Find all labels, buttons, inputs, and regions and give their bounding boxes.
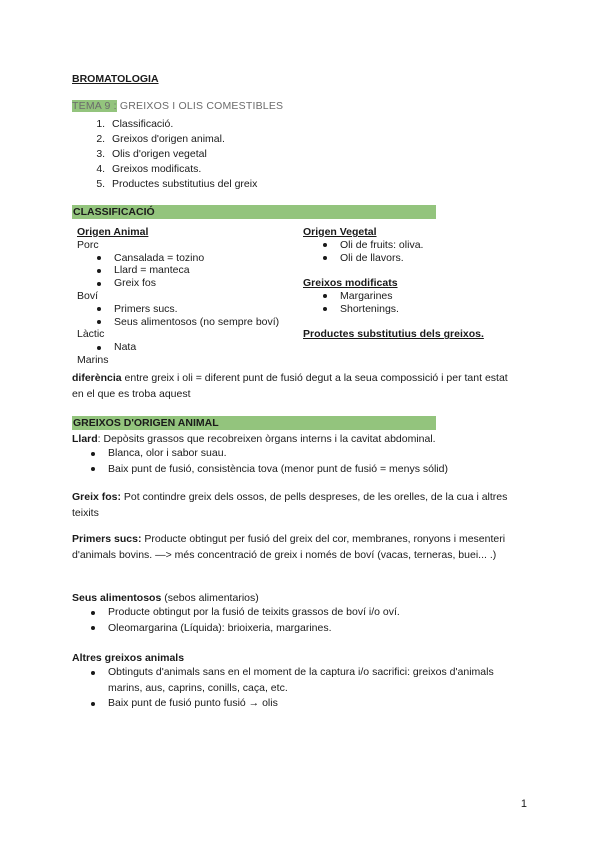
bovi-list — [77, 303, 307, 329]
bullet-icon — [91, 626, 95, 630]
greix-fos-paragraph: Greix fos: Pot contindre greix dels ossos, de pells despreses, de les orelles, de la cua i altres teixits — [72, 491, 508, 519]
bullet-icon — [91, 702, 95, 706]
bullet-icon — [97, 346, 101, 350]
tema-heading — [72, 99, 283, 114]
seus-list — [72, 605, 512, 636]
list-item: Blanca, olor i sabor suau. — [72, 446, 512, 462]
list-item: 4. Greixos modificats. — [108, 162, 257, 177]
intro-list — [72, 117, 257, 192]
tema-title: GREIXOS I OLIS COMESTIBLES — [116, 100, 284, 112]
lactic-label: Làctic — [77, 328, 105, 341]
origen-animal-column — [77, 226, 307, 367]
altres-list — [72, 665, 522, 712]
bullet-icon — [91, 452, 95, 456]
list-item: Oli de fruits: oliva. — [303, 239, 523, 252]
list-item: 3. Olis d'origen vegetal — [108, 147, 257, 162]
list-item: Baix punt de fusió punto fusió → olis — [72, 696, 522, 712]
altres-greixos-label: Altres greixos animals — [72, 652, 185, 664]
modificats-list — [303, 290, 523, 316]
list-item: Primers sucs. — [77, 303, 307, 316]
diferencia-paragraph: diferència entre greix i oli = diferent punt de fusió degut a la seua compossició i per tant estat en el que es troba aquest — [72, 372, 508, 400]
document-title: BROMATOLOGIA — [72, 73, 159, 85]
bullet-icon — [97, 282, 101, 286]
bullet-icon — [323, 294, 327, 298]
bullet-icon — [91, 671, 95, 675]
list-item: Baix punt de fusió, consistència tova (menor punt de fusió = menys sólid) — [72, 462, 512, 478]
primers-sucs-paragraph: Primers sucs: Producte obtingut per fusió del greix del cor, membranes, ronyons i mesenteri d'animals bovins. —> més concentració de greix i només de boví (vacas, terneras, buei... .) — [72, 533, 506, 561]
list-item: Nata — [77, 341, 307, 354]
seus-alimentosos-paragraph: Seus alimentosos (sebos alimentarios) — [72, 592, 259, 604]
list-item: Obtinguts d'animals sans en el moment de la captura i/o sacrifici: greixos d'animals marins, aus, caprins, conills, caça, etc. — [72, 665, 522, 696]
origen-animal-heading: Origen Animal — [77, 226, 149, 238]
right-column — [303, 226, 523, 341]
section-heading-origen-animal: GREIXOS D'ORIGEN ANIMAL — [72, 416, 436, 430]
list-item: Margarines — [303, 290, 523, 303]
bovi-label: Boví — [77, 289, 99, 302]
bullet-icon — [97, 269, 101, 273]
page-number: 1 — [520, 798, 527, 810]
list-item: Llard = manteca — [77, 264, 307, 277]
productes-substitutius-heading: Productes substitutius dels greixos. — [303, 328, 484, 341]
origen-vegetal-heading: Origen Vegetal — [303, 226, 377, 238]
bullet-icon — [97, 307, 101, 311]
bullet-icon — [323, 256, 327, 260]
diferencia-label: diferència — [72, 372, 122, 384]
bullet-icon — [91, 467, 95, 471]
vegetal-list — [303, 239, 523, 265]
bullet-icon — [91, 611, 95, 615]
list-item: 5. Productes substitutius del greix — [108, 177, 257, 192]
list-item: 2. Greixos d'origen animal. — [108, 132, 257, 147]
list-item: Greix fos — [77, 277, 307, 290]
llard-list — [72, 446, 512, 477]
altres-greixos-paragraph — [72, 650, 512, 666]
seus-alimentosos-label: Seus alimentosos — [72, 592, 162, 604]
list-item: 1. Classificació. — [108, 117, 257, 132]
bullet-icon — [323, 243, 327, 247]
list-item: Seus alimentosos (no sempre boví) — [77, 316, 307, 329]
porc-list — [77, 252, 307, 290]
porc-label: Porc — [77, 238, 99, 251]
greixos-modificats-heading: Greixos modificats — [303, 277, 398, 290]
list-item: Oleomargarina (Líquida): brioixeria, margarines. — [72, 621, 512, 637]
bullet-icon — [323, 307, 327, 311]
section-heading-classificacio: CLASSIFICACIÓ — [72, 205, 436, 219]
primers-sucs-label: Primers sucs: — [72, 533, 142, 545]
greix-fos-label: Greix fos: — [72, 491, 122, 503]
list-item: Oli de llavors. — [303, 252, 523, 265]
marins-label: Marins — [77, 353, 109, 366]
list-item: Producte obtingut por la fusió de teixits grassos de boví i/o oví. — [72, 605, 512, 621]
llard-label: Llard — [72, 433, 98, 445]
tema-number: TEMA 9 : — [72, 100, 117, 112]
llard-paragraph: Llard: Depòsits grassos que recobreixen òrgans interns i la cavitat abdominal. — [72, 433, 436, 445]
list-item: Cansalada = tozino — [77, 252, 307, 265]
bullet-icon — [97, 320, 101, 324]
list-item: Shortenings. — [303, 303, 523, 316]
lactic-list — [77, 341, 307, 354]
bullet-icon — [97, 256, 101, 260]
